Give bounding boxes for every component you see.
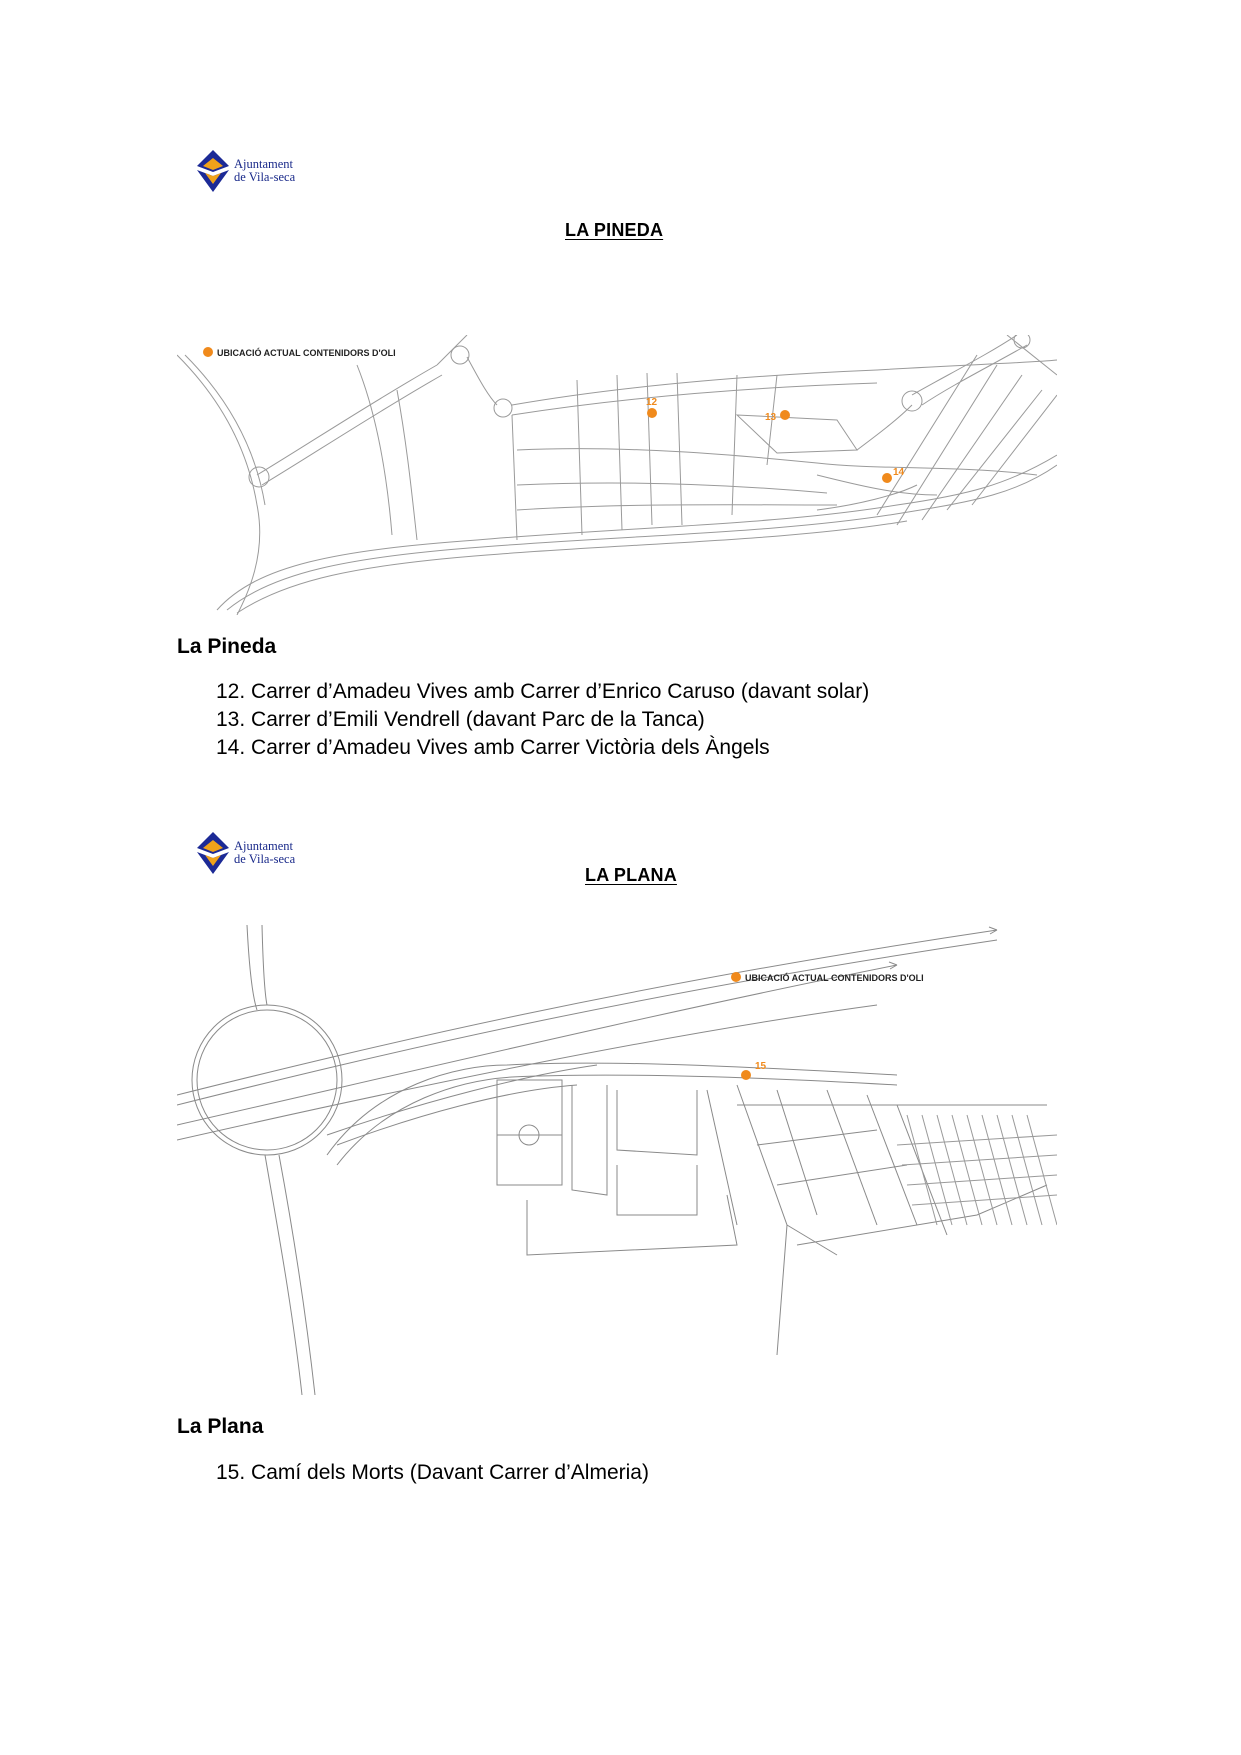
list-la-pineda xyxy=(216,678,869,762)
marker-label-14: 14 xyxy=(893,467,905,478)
map-la-plana xyxy=(177,925,1057,1395)
marker-label-15: 15 xyxy=(755,1061,767,1072)
logo-line1: Ajuntament xyxy=(234,157,294,171)
map-la-pineda xyxy=(177,335,1057,615)
list-item: 15. Camí dels Morts (Davant Carrer d’Almeria) xyxy=(216,1461,649,1484)
logo-line2: de Vila-seca xyxy=(234,852,296,866)
map-pineda-legend: UBICACIÓ ACTUAL CONTENIDORS D'OLI xyxy=(217,348,396,358)
ajuntament-logo-icon xyxy=(195,830,231,876)
logo-text xyxy=(234,840,295,866)
marker-14 xyxy=(882,473,892,483)
list-item: 13. Carrer d’Emili Vendrell (davant Parc de la Tanca) xyxy=(216,708,705,731)
heading-la-plana: La Plana xyxy=(177,1415,264,1438)
heading-la-pineda: La Pineda xyxy=(177,635,277,658)
section-title-pineda: LA PINEDA xyxy=(565,220,664,240)
list-item: 14. Carrer d’Amadeu Vives amb Carrer Victòria dels Àngels xyxy=(216,736,770,759)
marker-label-12: 12 xyxy=(646,397,658,408)
map-pineda-svg xyxy=(177,335,1057,615)
ajuntament-logo-icon xyxy=(195,148,231,194)
marker-12 xyxy=(647,408,657,418)
map-plana-legend: UBICACIÓ ACTUAL CONTENIDORS D'OLI xyxy=(745,973,924,983)
logo-ajuntament-2 xyxy=(195,830,295,876)
marker-label-13: 13 xyxy=(765,412,777,423)
map-plana-svg xyxy=(177,925,1057,1395)
logo-line2: de Vila-seca xyxy=(234,170,296,184)
marker-15 xyxy=(741,1070,751,1080)
section-title-plana: LA PLANA xyxy=(585,865,677,885)
list-la-plana xyxy=(216,1459,649,1487)
list-item: 12. Carrer d’Amadeu Vives amb Carrer d’Enrico Caruso (davant solar) xyxy=(216,680,870,703)
logo-line1: Ajuntament xyxy=(234,839,294,853)
logo-ajuntament xyxy=(195,148,295,194)
logo-text xyxy=(234,158,295,184)
marker-13 xyxy=(780,410,790,420)
